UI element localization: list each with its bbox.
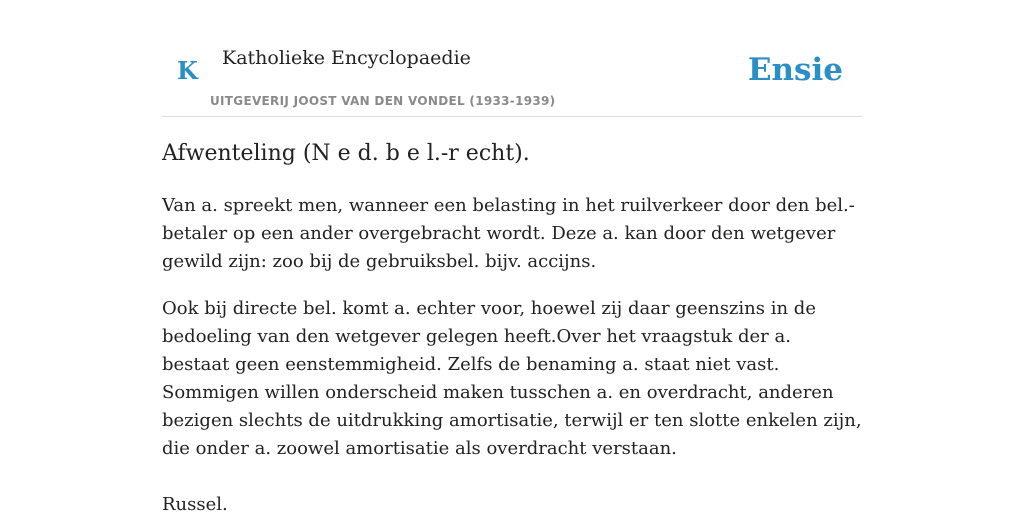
page [162,0,862,512]
article-title: Afwenteling (N e d. b e l.-r echt). [162,141,530,166]
article-paragraph: Van a. spreekt men, wanneer een belasting in het ruilverkeer door den bel.-betaler op een ander overgebracht wordt. Deze a. kan door den wetgever gewild zijn: zoo bij de gebruiksbel. bijv. accijns. [162,195,855,272]
ensie-logo-link[interactable]: Ensie [747,52,843,88]
publisher-label: UITGEVERIJ JOOST VAN DEN VONDEL (1933-1939) [210,94,556,108]
header [162,0,862,117]
encyclopedia-title-link[interactable]: Katholieke Encyclopaedie [222,47,471,69]
article-paragraph: Ook bij directe bel. komt a. echter voor, hoewel zij daar geenszins in de bedoeling van den wetgever gelegen heeft.Over het vraagstuk der a. bestaat geen eenstemmigheid. Zelfs de benaming a. staat niet vast. Sommigen willen onderscheid maken tusschen a. en overdracht, anderen bezigen slechts de uitdrukking amortisatie, terwijl er ten slotte enkelen zijn, die onder a. zoowel amortisatie als overdracht verstaan. [162,298,862,459]
article-author: Russel. [162,494,228,512]
encyclopedia-logo[interactable]: K [177,56,198,85]
